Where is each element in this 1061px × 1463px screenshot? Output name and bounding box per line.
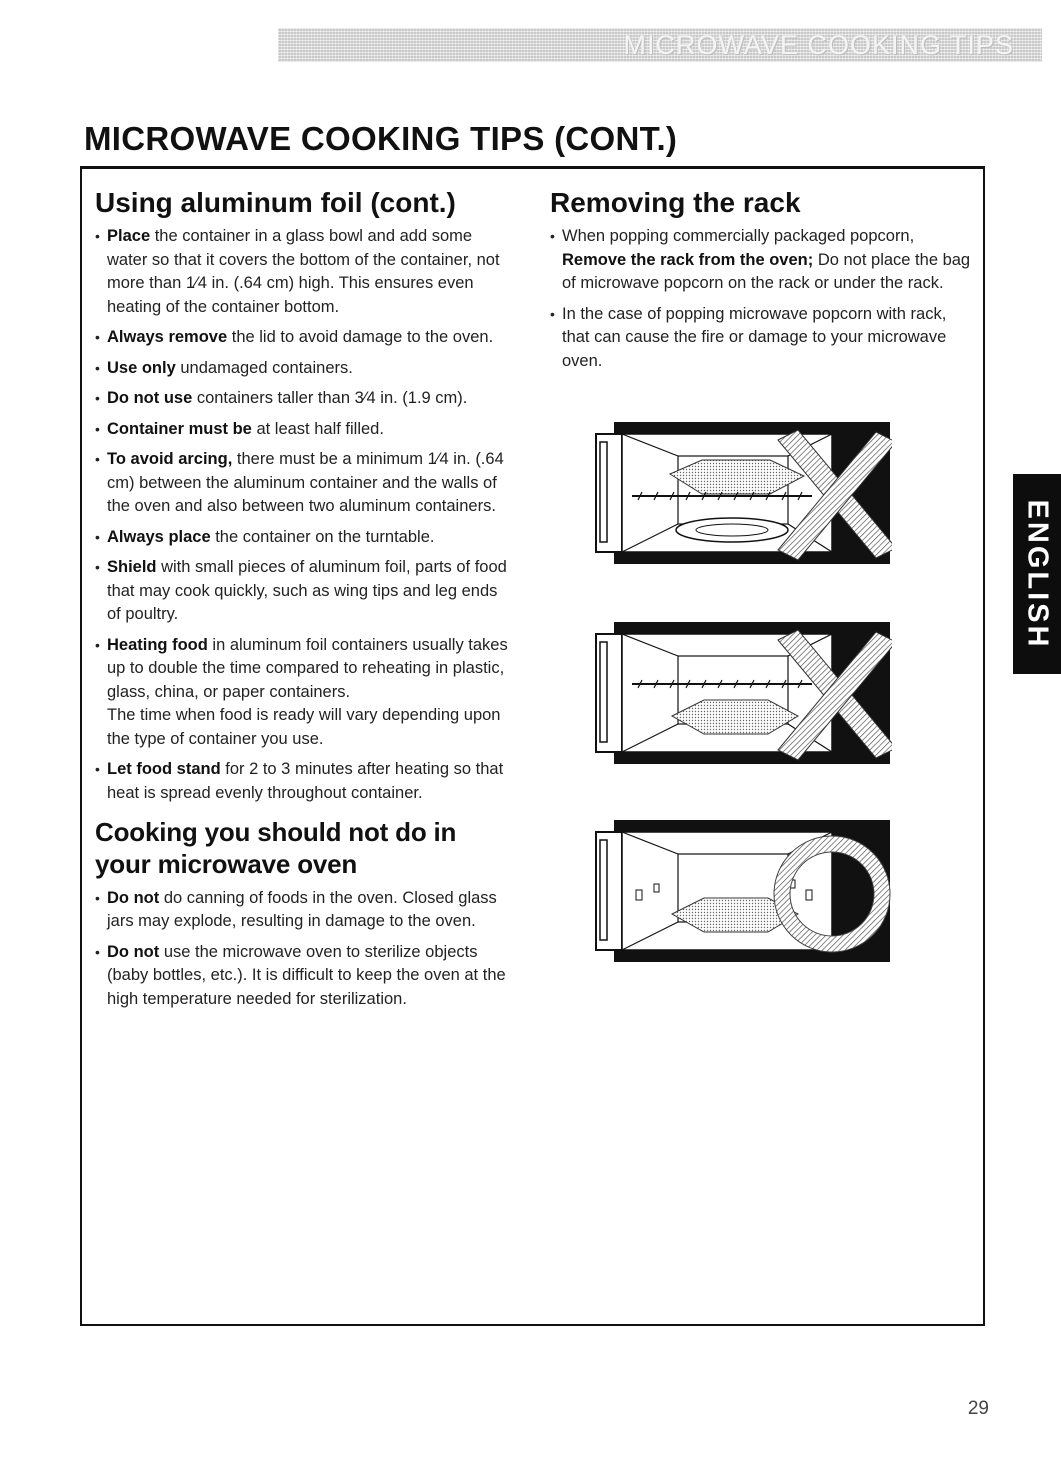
list-item [95,941,515,1012]
item-lead: Remove the rack from the oven; [562,250,814,269]
item-lead: Do not [107,942,160,961]
foil-section-heading: Using aluminum foil (cont.) [95,187,456,218]
item-text: undamaged containers. [175,358,353,377]
list-item [95,418,515,442]
item-extra-text: The time when food is ready will vary depending upon the type of container you use. [107,706,501,748]
rack-section-heading: Removing the rack [550,187,801,218]
item-text: there must be a minimum 1⁄4 in. (.64 cm) between the aluminum container and the walls of the oven and also between two aluminum containers. [107,450,504,516]
list-item [95,387,515,411]
item-text: with small pieces of aluminum foil, parts of food that may cook quickly, such as wing tips and leg ends of poultry. [107,558,507,624]
item-lead: To avoid arcing, [107,450,233,469]
item-text: in aluminum foil containers usually takes up to double the time compared to reheating in plastic, glass, china, or paper containers. [107,635,508,701]
header-band [278,28,1042,62]
header-band-text: MICROWAVE COOKING TIPS [623,30,1014,60]
item-text: containers taller than 3⁄4 in. (1.9 cm). [192,389,468,408]
page-title: MICROWAVE COOKING TIPS (CONT.) [84,120,678,157]
item-lead: Use only [107,358,176,377]
item-lead: Always place [107,527,211,546]
item-lead: Always remove [107,328,228,347]
right-column [550,187,975,380]
item-text: the lid to avoid damage to the oven. [227,328,494,347]
popcorn-on-rack-illustration [592,420,892,570]
list-item [95,758,515,805]
item-lead: Shield [107,558,157,577]
list-item [95,225,515,319]
rack-tips-list [550,225,975,373]
item-text: at least half filled. [251,419,384,438]
not-do-section-heading: Cooking you should not do in your microwave oven [95,817,457,879]
list-item [95,634,515,752]
item-text: the container on the turntable. [210,527,435,546]
item-text: use the microwave oven to sterilize objects (baby bottles, etc.). It is difficult to keep the oven at the high temperature needed for sterilization. [107,942,506,1008]
item-pre-text: When popping commercially packaged popcorn, [562,227,915,246]
list-item [95,357,515,381]
left-column [95,187,515,1018]
item-text: Do not place the bag of microwave popcorn on the rack or under the rack. [562,250,971,293]
list-item [95,448,515,519]
list-item [95,326,515,350]
item-text: for 2 to 3 minutes after heating so that heat is spread evenly throughout container. [107,760,504,802]
foil-tips-list [95,225,515,805]
item-lead: Do not use [107,389,193,408]
list-item [550,225,975,296]
item-lead: Do not [107,888,160,907]
item-text: do canning of foods in the oven. Closed glass jars may explode, resulting in damage to the oven. [107,888,497,931]
item-lead: Container must be [107,419,252,438]
list-item [95,556,515,627]
page-number: 29 [967,1398,989,1419]
item-lead: Place [107,227,151,246]
list-item [550,303,975,374]
item-lead: Heating food [107,635,208,654]
list-item [95,887,515,934]
item-lead: Let food stand [107,760,221,779]
list-item [95,526,515,550]
side-tab-label: ENGLISH [1021,499,1054,649]
popcorn-rack-removed-illustration [592,818,892,968]
not-do-list [95,887,515,1012]
language-side-tab [1013,474,1061,674]
item-text: In the case of popping microwave popcorn with rack, that can cause the fire or damage to your microwave oven. [562,304,947,370]
popcorn-under-rack-illustration [592,620,892,770]
item-text: the container in a glass bowl and add some water so that it covers the bottom of the container, not more than 1⁄4 in. (.64 cm) high. This ensures even heating of the container bottom. [107,227,500,316]
